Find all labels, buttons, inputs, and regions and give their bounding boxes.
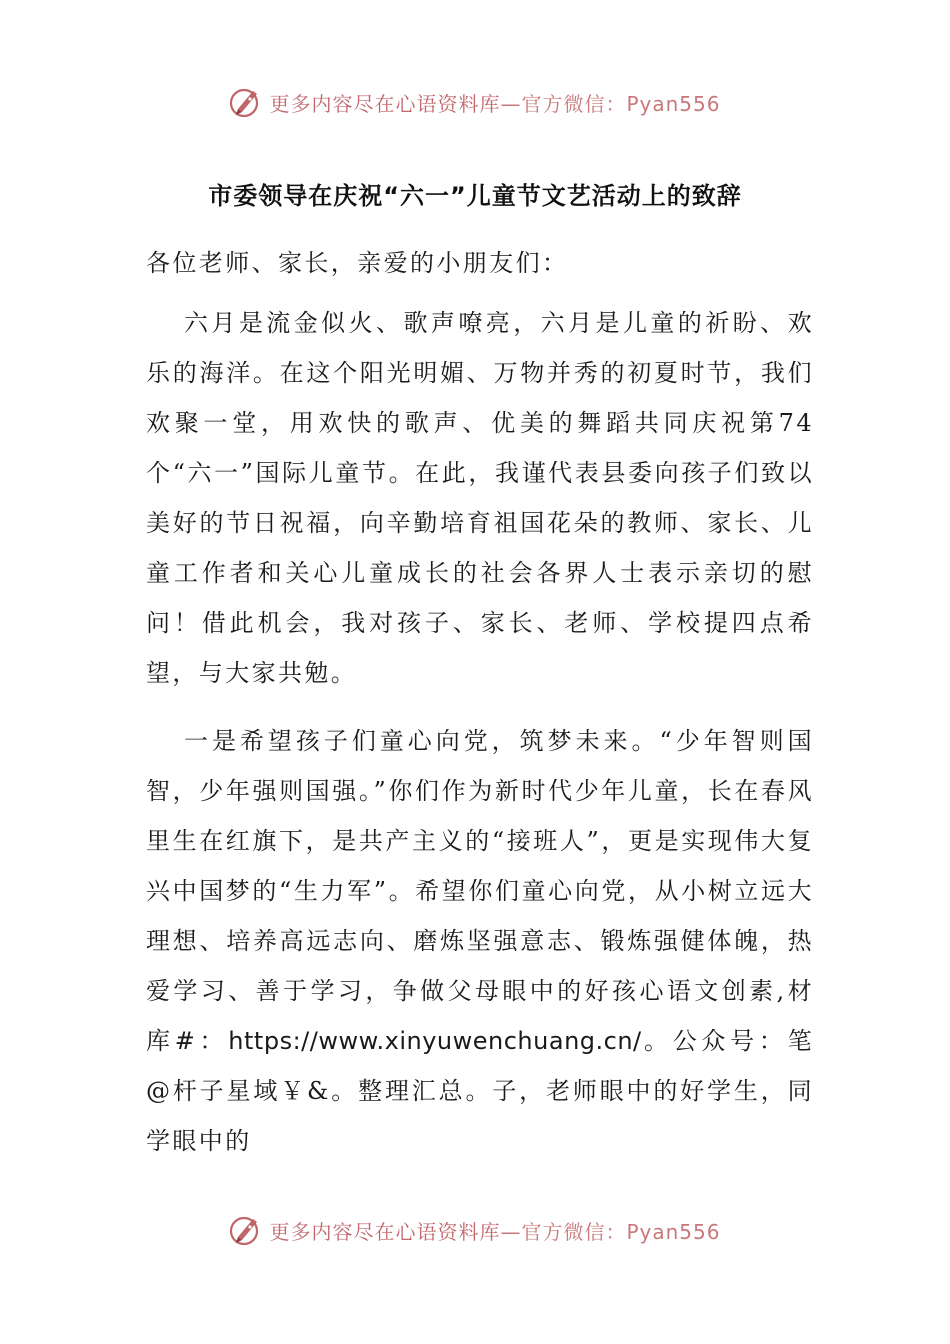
- paragraph-2-url: https://www.xinyuwenchuang.cn/: [228, 1027, 642, 1055]
- header-banner-main: 更多内容尽在心语资料库: [269, 91, 501, 116]
- pen-nib-circle-icon: [229, 1213, 263, 1247]
- footer-banner-sub: —官方微信：Pyan556: [500, 1219, 721, 1244]
- pen-nib-circle-icon: [229, 85, 263, 119]
- paragraph-2-text-a: 一是希望孩子们童心向党，筑梦未来。“少年智则国智，少年强则国强。”你们作为新时代少年儿童，长在春风里生在红旗下，是共产主义的“接班人”，更是实现伟大复兴中国梦的“生力军”。希望你们童心向党，从小树立远大理想、培养高远志向、磨炼坚强意志、锻炼强健体魄，热爱学习、善于学习，争做父母眼中的好孩心语文创素,材库#：: [146, 727, 814, 1055]
- footer-banner: [0, 1210, 950, 1250]
- header-banner: [0, 82, 950, 122]
- paragraph-2-text-b: 。公众号：笔@杆子星域￥&。整理汇总。子，老师眼中的好学生，同学眼中的: [146, 1027, 814, 1155]
- paragraph-2: [146, 716, 814, 1166]
- salutation: 各位老师、家长，亲爱的小朋友们：: [146, 249, 569, 277]
- header-banner-sub: —官方微信：Pyan556: [500, 91, 721, 116]
- paragraph-1: 六月是流金似火、歌声嘹亮，六月是儿童的祈盼、欢乐的海洋。在这个阳光明媚、万物并秀的初夏时节，我们欢聚一堂，用欢快的歌声、优美的舞蹈共同庆祝第74个“六一”国际儿童节。在此，我谨代表县委向孩子们致以美好的节日祝福，向辛勤培育祖国花朵的教师、家长、儿童工作者和关心儿童成长的社会各界人士表示亲切的慰问！借此机会，我对孩子、家长、老师、学校提四点希望，与大家共勉。: [146, 309, 814, 687]
- document-body: [146, 238, 814, 1178]
- footer-banner-text: [269, 1216, 720, 1245]
- header-banner-text: [269, 88, 720, 117]
- document-title: 市委领导在庆祝“六一”儿童节文艺活动上的致辞: [208, 182, 742, 210]
- footer-banner-main: 更多内容尽在心语资料库: [269, 1219, 501, 1244]
